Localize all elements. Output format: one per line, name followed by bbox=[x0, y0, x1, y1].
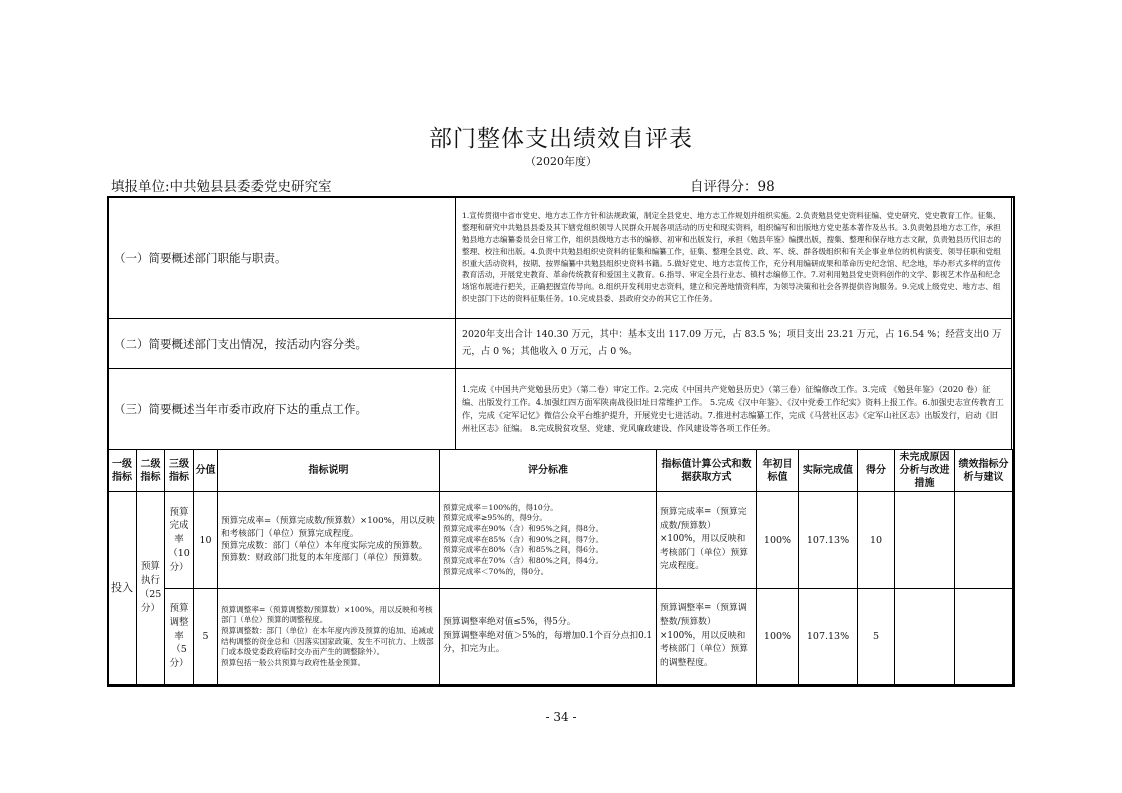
page-title: 部门整体支出绩效自评表 bbox=[429, 126, 693, 152]
header-level2: 二级指标 bbox=[137, 450, 165, 492]
standard-line: 预算调整率绝对值≤5%，得5分。 bbox=[443, 617, 576, 628]
description-line: 预算调整数：部门（单位）在本年度内涉及预算的追加、追减或结构调整的资金总和（因落实国家政策、发生不可抗力、上级部门或本级党委政府临时交办而产生的调整除外）。 bbox=[221, 625, 434, 657]
header-formula: 指标值计算公式和数据获取方式 bbox=[657, 450, 757, 492]
section-label: （一）简要概述部门职能与职责。 bbox=[108, 197, 456, 319]
performance-table bbox=[107, 449, 1013, 685]
reason-cell bbox=[895, 492, 955, 589]
page-number: - 34 - bbox=[545, 710, 577, 724]
standard-line: 预算完成率＝100%的，得10分。 bbox=[443, 502, 558, 512]
target-cell: 100% bbox=[757, 492, 799, 589]
table-row bbox=[108, 589, 1013, 685]
section-key-work bbox=[107, 368, 1012, 450]
standard-line: 预算完成率＜70%的，得0分。 bbox=[443, 566, 549, 576]
level3-cell: 预算完成率（10分） bbox=[165, 492, 194, 589]
section-content: 2020年支出合计 140.30 万元，其中：基本支出 117.09 万元，占 83.5 %；项目支出 23.21 万元，占 16.54 %；经营支出0 万元，占 0 %；其他收入 0 万元，占 0 %。 bbox=[456, 319, 1012, 369]
advice-cell bbox=[955, 589, 1013, 685]
description-line: 预算包括一般公共预算与政府性基金预算。 bbox=[221, 657, 366, 667]
header-level3: 三级指标 bbox=[165, 450, 194, 492]
level2-cell: 预算执行（25分） bbox=[137, 492, 165, 685]
section-label: （三）简要概述当年市委市政府下达的重点工作。 bbox=[108, 369, 456, 450]
header-description: 指标说明 bbox=[218, 450, 440, 492]
section-content: 1.宣传贯彻中省市党史、地方志工作方针和法规政策，制定全县党史、地方志工作规划并组织实施。2.负责勉县党史资料征编、党史研究、党史教育工作。征集、整理和研究中共勉县县委及其下辖党组织领导人民群众开展各项活动的历史和现实资料，组织编写和出版地方党史基本著作及丛书。3.负责勉县地方志工作，承担勉县地方志编纂委员会日常工作，组织县级地方志书的编修、初审和出版发行，承担《勉县年鉴》编撰出版，搜集、整理和保存地方志文献，负责勉县历代旧志的整理、校注和出版。4.负责中共勉县组织史资料的征集和编纂工作，征集、整理全县党、政、军、统、群各级组织和有关企事业单位的机构演变、领导任职和党组织重大活动资料，按期、按界编纂中共勉县组织史资料书籍。5.做好党史、地方志宣传工作，充分利用编研成果和革命历史纪念馆、纪念地，举办形式多样的宣传教育活动，开展党史教育、革命传统教育和爱国主义教育。6.指导、审定全县行业志、镇村志编修工作。7.对利用勉县党史资料创作的文学、影视艺术作品和纪念场馆布展进行把关，正确把握宣传导向。8.组织开发利用史志资料，建立和完善地情资料库，为领导决策和社会各界提供咨询服务。9.完成上级党史、地方志、组织史部门下达的资料征集任务。10.完成县委、县政府交办的其它工作任务。 bbox=[456, 197, 1012, 319]
value-cell: 10 bbox=[194, 492, 218, 589]
description-cell bbox=[218, 492, 440, 589]
standard-line: 预算完成率在80%（含）和85%之间，得6分。 bbox=[443, 545, 604, 555]
description-line: 预算完成数：部门（单位）本年度实际完成的预算数。 bbox=[221, 541, 428, 551]
level1-cell: 投入 bbox=[108, 492, 137, 685]
header-score: 得分 bbox=[858, 450, 895, 492]
header-level1: 一级指标 bbox=[108, 450, 137, 492]
table-row bbox=[108, 492, 1013, 589]
header-value: 分值 bbox=[194, 450, 218, 492]
actual-cell: 107.13% bbox=[799, 589, 858, 685]
score-cell: 10 bbox=[858, 492, 895, 589]
description-line: 预算完成率=（预算完成数/预算数）×100%，用以反映和考核部门（单位）预算完成程度。 bbox=[221, 516, 435, 539]
formula-cell: 预算调整率=（预算调整数/预算数）×100%，用以反映和考核部门（单位）预算的调整程度。 bbox=[657, 589, 757, 685]
header-advice: 绩效指标分析与建议 bbox=[955, 450, 1013, 492]
standard-line: 预算完成率≥95%的，得9分。 bbox=[443, 513, 548, 523]
table-header-row bbox=[108, 450, 1013, 492]
section-functions bbox=[107, 196, 1012, 319]
header-target: 年初目标值 bbox=[757, 450, 799, 492]
standard-line: 预算完成率在85%（含）和90%之间，得7分。 bbox=[443, 534, 604, 544]
advice-cell bbox=[955, 492, 1013, 589]
actual-cell: 107.13% bbox=[799, 492, 858, 589]
description-line: 预算数：财政部门批复的本年度部门（单位）预算数。 bbox=[221, 553, 428, 564]
section-label: （二）简要概述部门支出情况，按活动内容分类。 bbox=[108, 319, 456, 369]
report-year: （2020年度） bbox=[525, 155, 597, 168]
target-cell: 100% bbox=[757, 589, 799, 685]
header-reason: 未完成原因分析与改进措施 bbox=[895, 450, 955, 492]
formula-cell: 预算完成率=（预算完成数/预算数）×100%，用以反映和考核部门（单位）预算完成程度。 bbox=[657, 492, 757, 589]
header-actual: 实际完成值 bbox=[799, 450, 858, 492]
standard-cell bbox=[440, 589, 657, 685]
section-expenditure bbox=[107, 318, 1012, 369]
header-standard: 评分标准 bbox=[440, 450, 657, 492]
value-cell: 5 bbox=[194, 589, 218, 685]
standard-line: 预算调整率绝对值＞5%的，每增加0.1个百分点扣0.1分，扣完为止。 bbox=[443, 630, 653, 655]
reason-cell bbox=[895, 589, 955, 685]
standard-line: 预算完成率在90%（含）和95%之间，得8分。 bbox=[443, 524, 604, 534]
description-line: 预算调整率=（预算调整数/预算数）×100%，用以反映和考核部门（单位）预算的调整程度。 bbox=[221, 604, 433, 625]
score-cell: 5 bbox=[858, 589, 895, 685]
level3-cell: 预算调整率（5分） bbox=[165, 589, 194, 685]
standard-cell bbox=[440, 492, 657, 589]
fill-unit: 填报单位:中共勉县县委委党史研究室 bbox=[111, 179, 332, 195]
description-cell bbox=[218, 589, 440, 685]
section-content: 1.完成《中国共产党勉县历史》（第二卷）审定工作。2.完成《中国共产党勉县历史》（第三卷）征编修改工作。3.完成 《勉县年鉴》（2020 卷）征编、出版发行工作。4.加强红四方面军陕南战役旧址日常维护工作。 5.完成《汉中年鉴》、《汉中党委工作纪实》资料上报工作。6.加强史志宣传教育工作，完成《定军记忆》微信公众平台维护提升，开展党史七进活动。7.推进村志编纂工作，完成《马营社区志》《定军山社区志》出版发行，启动《旧州社区志》征编。 8.完成脱贫攻坚、党建、党风廉政建设、作风建设等各项工作任务。 bbox=[456, 369, 1012, 450]
standard-line: 预算完成率在70%（含）和80%之间，得4分。 bbox=[443, 555, 604, 565]
self-score: 自评得分：98 bbox=[690, 179, 775, 195]
